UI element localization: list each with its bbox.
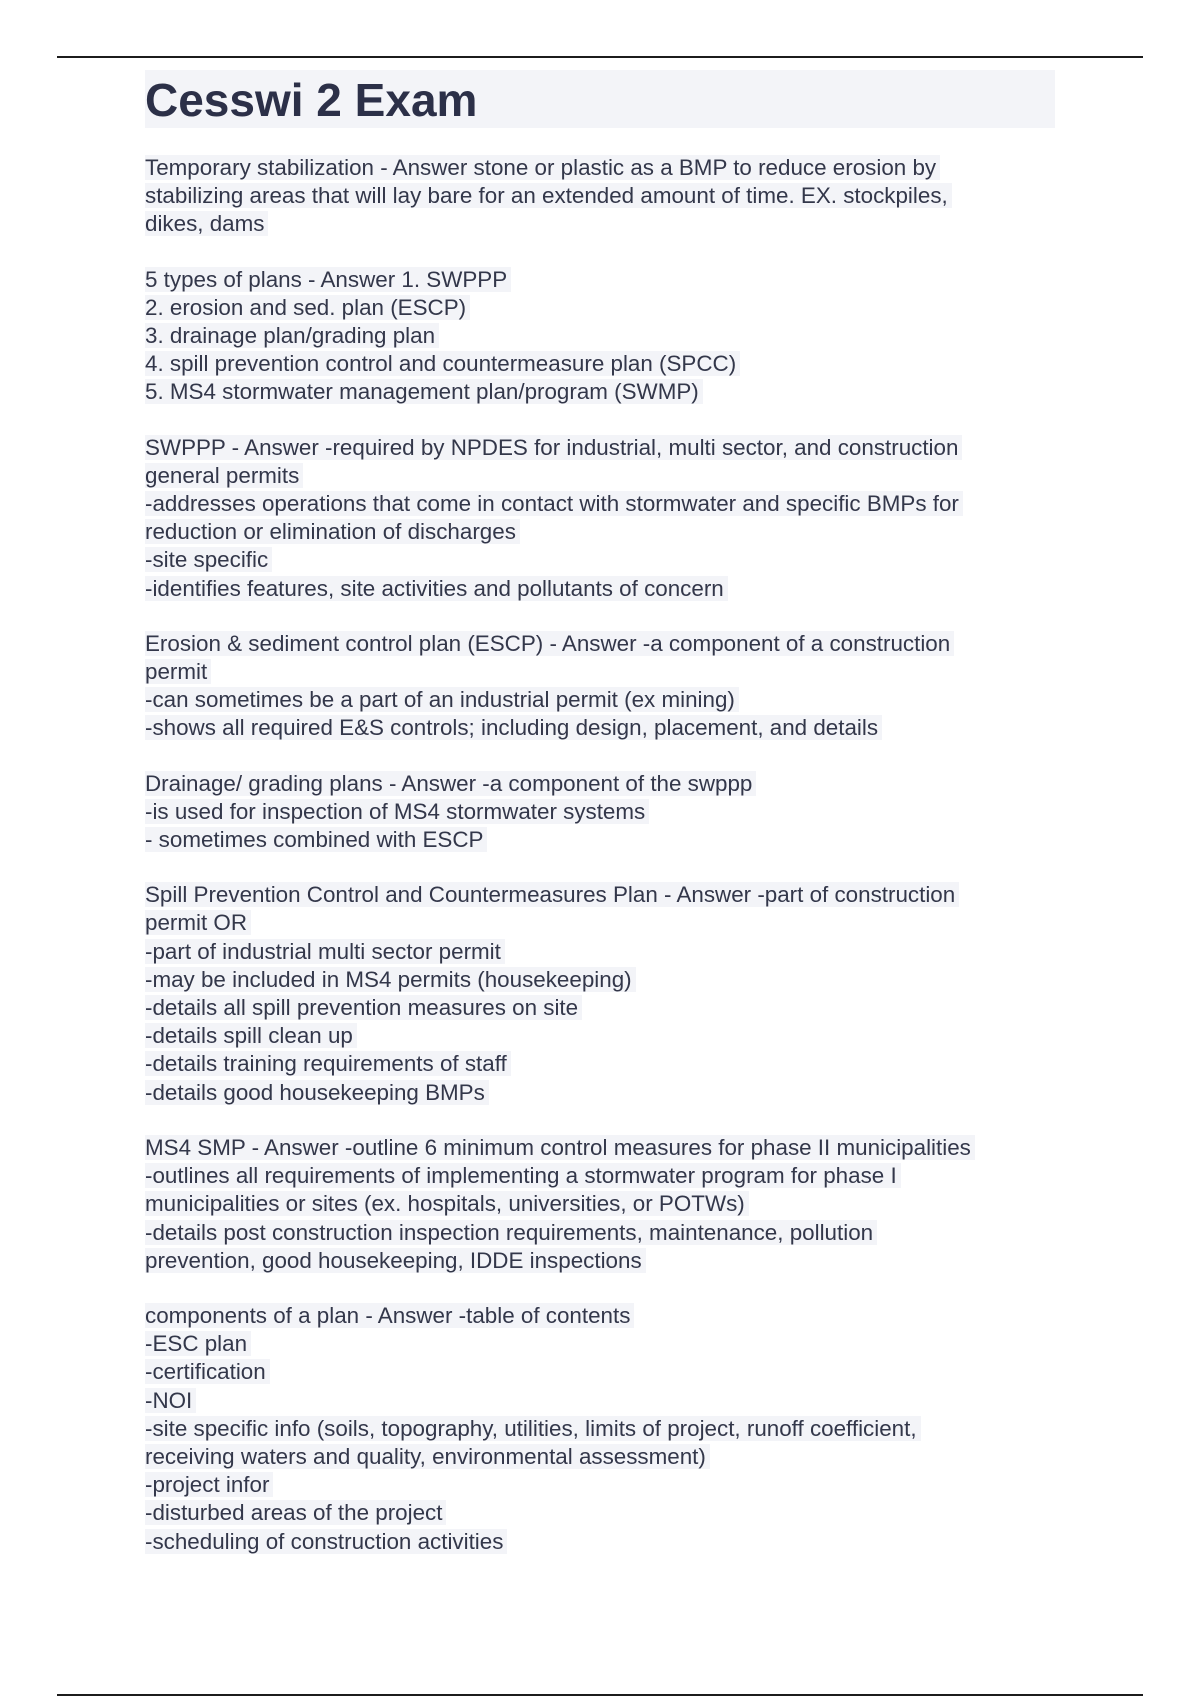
- text-line-content: -identifies features, site activities and pollutants of concern: [145, 576, 728, 601]
- text-line-content: general permits: [145, 463, 303, 488]
- text-line-content: -details spill clean up: [145, 1023, 357, 1048]
- text-line: [145, 1528, 1055, 1556]
- bottom-rule: [57, 1694, 1143, 1696]
- text-line: [145, 1190, 1055, 1218]
- qa-list: [145, 154, 1055, 1556]
- top-rule: [57, 56, 1143, 58]
- qa-entry: [145, 1302, 1055, 1556]
- text-line: [145, 294, 1055, 322]
- text-line-content: reduction or elimination of discharges: [145, 519, 520, 544]
- text-line: [145, 1358, 1055, 1386]
- text-line: [145, 686, 1055, 714]
- text-line: [145, 826, 1055, 854]
- text-line: [145, 1247, 1055, 1275]
- text-line: [145, 1330, 1055, 1358]
- text-line-content: -site specific: [145, 547, 272, 572]
- text-line: [145, 938, 1055, 966]
- text-line: [145, 1219, 1055, 1247]
- title-bar: [145, 70, 1055, 128]
- document-body: [145, 70, 1055, 1583]
- text-line: [145, 714, 1055, 742]
- qa-entry: [145, 770, 1055, 855]
- text-line-content: Spill Prevention Control and Countermeasures Plan - Answer -part of construction: [145, 882, 959, 907]
- text-line-content: -details good housekeeping BMPs: [145, 1080, 489, 1105]
- text-line: [145, 909, 1055, 937]
- text-line-content: 5 types of plans - Answer 1. SWPPP: [145, 267, 511, 292]
- text-line-content: receiving waters and quality, environmental assessment): [145, 1444, 710, 1469]
- text-line: [145, 1022, 1055, 1050]
- text-line: [145, 1050, 1055, 1078]
- qa-entry: [145, 434, 1055, 603]
- text-line: [145, 994, 1055, 1022]
- text-line: [145, 350, 1055, 378]
- text-line-content: components of a plan - Answer -table of contents: [145, 1303, 634, 1328]
- text-line-content: -disturbed areas of the project: [145, 1500, 446, 1525]
- text-line-content: -site specific info (soils, topography, utilities, limits of project, runoff coefficient,: [145, 1416, 921, 1441]
- text-line-content: dikes, dams: [145, 211, 268, 236]
- text-line-content: permit OR: [145, 910, 251, 935]
- text-line: [145, 378, 1055, 406]
- text-line: [145, 966, 1055, 994]
- text-line: [145, 462, 1055, 490]
- text-line-content: -scheduling of construction activities: [145, 1529, 507, 1554]
- text-line-content: municipalities or sites (ex. hospitals, universities, or POTWs): [145, 1191, 749, 1216]
- text-line-content: -is used for inspection of MS4 stormwater systems: [145, 799, 649, 824]
- text-line-content: Erosion & sediment control plan (ESCP) - Answer -a component of a construction: [145, 631, 954, 656]
- text-line: [145, 490, 1055, 518]
- page-title: Cesswi 2 Exam: [145, 74, 478, 126]
- text-line: [145, 1499, 1055, 1527]
- text-line: [145, 434, 1055, 462]
- text-line-content: -certification: [145, 1359, 270, 1384]
- text-line-content: -addresses operations that come in contact with stormwater and specific BMPs for: [145, 491, 963, 516]
- text-line-content: -details all spill prevention measures on site: [145, 995, 582, 1020]
- text-line-content: prevention, good housekeeping, IDDE inspections: [145, 1248, 646, 1273]
- text-line: [145, 1079, 1055, 1107]
- text-line-content: -outlines all requirements of implementing a stormwater program for phase I: [145, 1163, 901, 1188]
- text-line-content: MS4 SMP - Answer -outline 6 minimum control measures for phase II municipalities: [145, 1135, 975, 1160]
- text-line: [145, 1302, 1055, 1330]
- text-line: [145, 210, 1055, 238]
- qa-entry: [145, 1134, 1055, 1275]
- text-line: [145, 518, 1055, 546]
- text-line-content: -project infor: [145, 1472, 273, 1497]
- text-line-content: permit: [145, 659, 211, 684]
- text-line-content: -part of industrial multi sector permit: [145, 939, 505, 964]
- qa-entry: [145, 630, 1055, 743]
- text-line-content: stabilizing areas that will lay bare for an extended amount of time. EX. stockpiles,: [145, 183, 952, 208]
- text-line: [145, 546, 1055, 574]
- text-line: [145, 1162, 1055, 1190]
- qa-entry: [145, 154, 1055, 239]
- text-line-content: SWPPP - Answer -required by NPDES for industrial, multi sector, and construction: [145, 435, 962, 460]
- text-line: [145, 1471, 1055, 1499]
- text-line: [145, 1443, 1055, 1471]
- text-line: [145, 630, 1055, 658]
- qa-entry: [145, 881, 1055, 1107]
- qa-entry: [145, 266, 1055, 407]
- text-line-content: - sometimes combined with ESCP: [145, 827, 487, 852]
- text-line-content: 2. erosion and sed. plan (ESCP): [145, 295, 470, 320]
- text-line-content: Temporary stabilization - Answer stone or plastic as a BMP to reduce erosion by: [145, 155, 940, 180]
- text-line-content: -can sometimes be a part of an industrial permit (ex mining): [145, 687, 739, 712]
- text-line-content: 5. MS4 stormwater management plan/program (SWMP): [145, 379, 703, 404]
- text-line: [145, 1134, 1055, 1162]
- text-line-content: -details post construction inspection requirements, maintenance, pollution: [145, 1220, 877, 1245]
- text-line-content: -NOI: [145, 1388, 196, 1413]
- text-line-content: -ESC plan: [145, 1331, 251, 1356]
- text-line-content: -shows all required E&S controls; including design, placement, and details: [145, 715, 882, 740]
- text-line: [145, 798, 1055, 826]
- text-line-content: -details training requirements of staff: [145, 1051, 511, 1076]
- text-line: [145, 1415, 1055, 1443]
- text-line-content: Drainage/ grading plans - Answer -a component of the swppp: [145, 771, 756, 796]
- text-line: [145, 770, 1055, 798]
- text-line: [145, 1387, 1055, 1415]
- text-line: [145, 658, 1055, 686]
- text-line-content: -may be included in MS4 permits (housekeeping): [145, 967, 636, 992]
- text-line: [145, 154, 1055, 182]
- text-line: [145, 881, 1055, 909]
- text-line: [145, 322, 1055, 350]
- text-line-content: 3. drainage plan/grading plan: [145, 323, 439, 348]
- text-line: [145, 182, 1055, 210]
- text-line-content: 4. spill prevention control and countermeasure plan (SPCC): [145, 351, 740, 376]
- text-line: [145, 266, 1055, 294]
- text-line: [145, 575, 1055, 603]
